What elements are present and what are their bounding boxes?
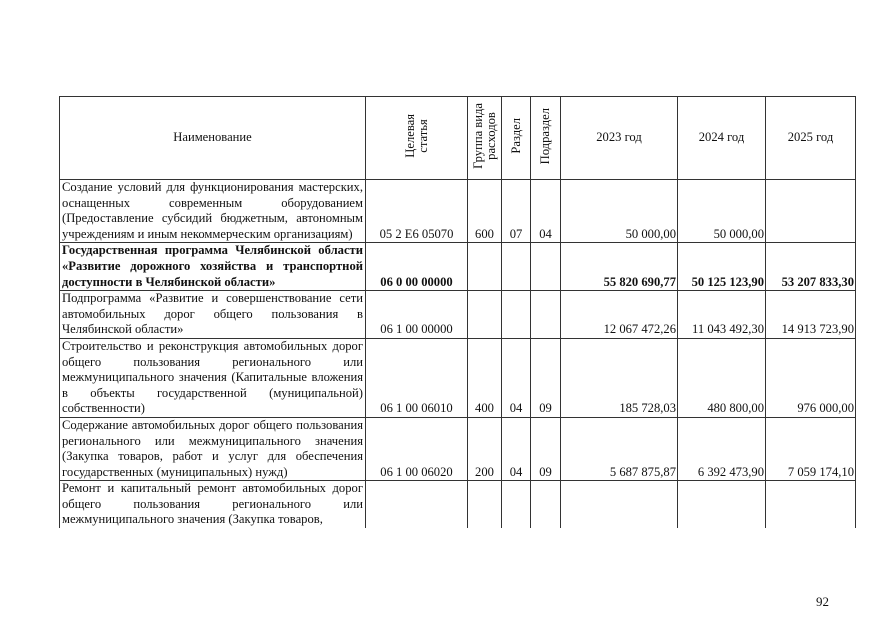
row-value-2025 [766,481,856,528]
row-subsection [531,243,561,291]
table-row [60,243,856,291]
page-number: 92 [816,594,829,609]
header-target-article-label: Целевая статья [402,113,430,158]
row-expense-group: 200 [468,417,502,480]
header-section-label: Раздел [508,117,523,154]
row-value-2023: 5 687 875,87 [561,417,678,480]
row-subsection [531,481,561,528]
row-name: Создание условий для функционирования мастерских, оснащенных современным оборудованием (Предоставление субсидий бюджетным, автономным учреждениям и иным некоммерческим организациям) [60,180,366,243]
row-value-2025: 53 207 833,30 [766,243,856,291]
row-value-2023: 55 820 690,77 [561,243,678,291]
table-row [60,291,856,339]
header-2024: 2024 год [678,97,766,180]
row-expense-group [468,243,502,291]
row-value-2025: 976 000,00 [766,338,856,417]
row-name: Подпрограмма «Развитие и совершенствование сети автомобильных дорог общего пользования в Челябинской области» [60,291,366,339]
row-target-article: 05 2 E6 05070 [366,180,468,243]
row-target-article: 06 1 00 06020 [366,417,468,480]
row-section [502,481,531,528]
row-target-article: 06 0 00 00000 [366,243,468,291]
header-expense-group [468,97,502,180]
row-name: Содержание автомобильных дорог общего пользования регионального или межмуниципального значения (Закупка товаров, работ и услуг для обеспечения государственных (муниципальных) нужд) [60,417,366,480]
header-section [502,97,531,180]
row-expense-group [468,481,502,528]
row-value-2023: 12 067 472,26 [561,291,678,339]
table-row [60,481,856,528]
row-subsection: 04 [531,180,561,243]
row-subsection [531,291,561,339]
header-subsection-label: Подраздел [538,107,552,164]
row-subsection: 09 [531,417,561,480]
budget-table [59,96,856,528]
row-expense-group: 400 [468,338,502,417]
row-subsection: 09 [531,338,561,417]
row-section: 04 [502,417,531,480]
row-target-article [366,481,468,528]
header-name: Наименование [60,97,366,180]
row-value-2025 [766,180,856,243]
row-value-2024: 50 125 123,90 [678,243,766,291]
row-target-article: 06 1 00 00000 [366,291,468,339]
header-target-article [366,97,468,180]
row-section: 04 [502,338,531,417]
row-section: 07 [502,180,531,243]
row-value-2025: 7 059 174,10 [766,417,856,480]
table-row [60,417,856,480]
row-name: Строительство и реконструкция автомобильных дорог общего пользования регионального или межмуниципального значения (Капитальные вложения в объекты государственной (муниципальной) собственности) [60,338,366,417]
row-value-2024: 11 043 492,30 [678,291,766,339]
header-expense-group-label: Группа вида расходов [470,102,498,169]
row-expense-group [468,291,502,339]
row-value-2023 [561,481,678,528]
header-row [60,97,856,180]
header-subsection [531,97,561,180]
row-value-2024 [678,481,766,528]
header-2023: 2023 год [561,97,678,180]
row-section [502,243,531,291]
row-section [502,291,531,339]
row-value-2023: 50 000,00 [561,180,678,243]
row-value-2024: 480 800,00 [678,338,766,417]
row-value-2025: 14 913 723,90 [766,291,856,339]
table-row [60,338,856,417]
row-name: Государственная программа Челябинской области «Развитие дорожного хозяйства и транспортной доступности в Челябинской области» [60,243,366,291]
row-value-2024: 6 392 473,90 [678,417,766,480]
row-expense-group: 600 [468,180,502,243]
row-target-article: 06 1 00 06010 [366,338,468,417]
row-value-2023: 185 728,03 [561,338,678,417]
row-value-2024: 50 000,00 [678,180,766,243]
table-row [60,180,856,243]
header-2025: 2025 год [766,97,856,180]
row-name: Ремонт и капитальный ремонт автомобильных дорог общего пользования регионального или межмуниципального значения (Закупка товаров, [60,481,366,528]
